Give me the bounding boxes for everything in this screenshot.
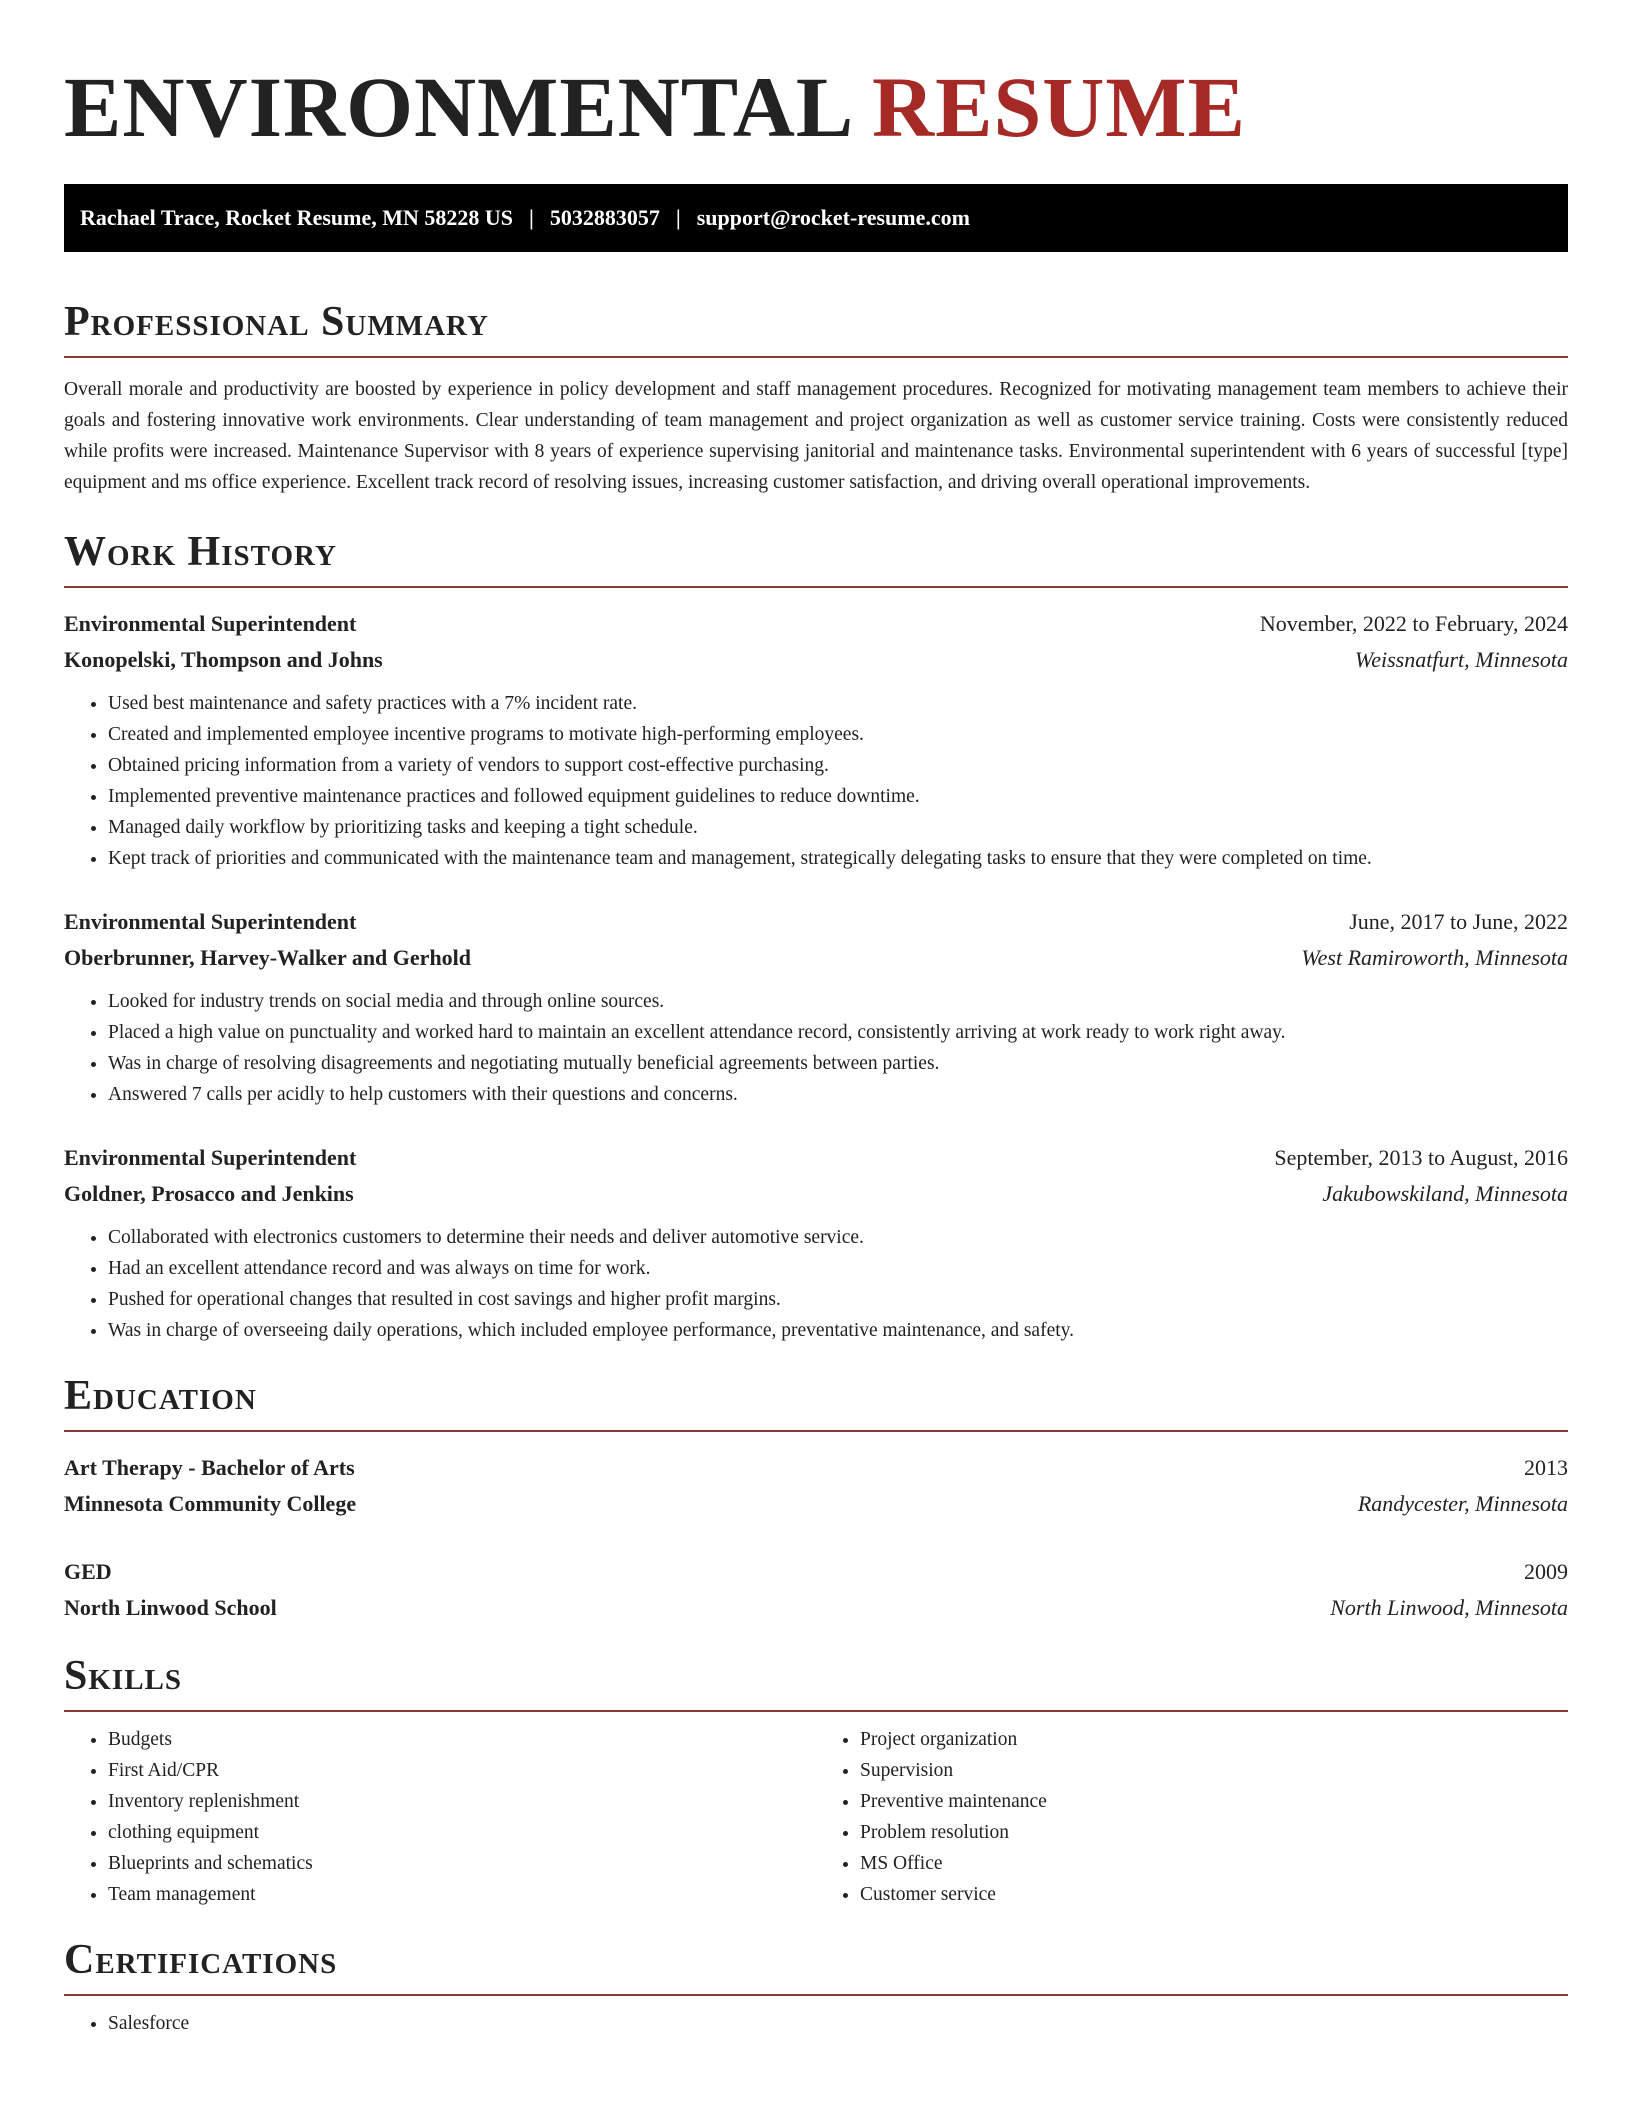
education-year: 2009 — [1524, 1559, 1568, 1584]
job-bullet: • Obtained pricing information from a variety of vendors to support cost-effective purchasing. — [108, 750, 1568, 781]
skill-item: • MS Office — [860, 1848, 1568, 1879]
job-location: Jakubowskiland, Minnesota — [1322, 1181, 1568, 1206]
skill-item: • Preventive maintenance — [860, 1786, 1568, 1817]
job-bullet: • Implemented preventive maintenance practices and followed equipment guidelines to reduce downtime. — [108, 781, 1568, 812]
skill-item: • Team management — [108, 1879, 816, 1910]
education-location: Randycester, Minnesota — [1357, 1491, 1568, 1516]
job-entry — [64, 606, 1568, 874]
job-bullet: • Had an excellent attendance record and was always on time for work. — [108, 1253, 1568, 1284]
contact-separator: | — [675, 205, 681, 230]
education-year: 2013 — [1524, 1455, 1568, 1480]
skill-item: • Project organization — [860, 1724, 1568, 1755]
skills-grid — [64, 1724, 1568, 1910]
job-location: Weissnatfurt, Minnesota — [1354, 647, 1568, 672]
certifications-list — [64, 2008, 1568, 2039]
job-bullet: • Was in charge of resolving disagreements and negotiating mutually beneficial agreements between parties. — [108, 1048, 1568, 1079]
job-bullets — [64, 986, 1568, 1110]
job-location: West Ramiroworth, Minnesota — [1301, 945, 1568, 970]
job-bullet: • Kept track of priorities and communicated with the maintenance team and management, strategically delegating tasks to ensure that they were completed on time. — [108, 843, 1568, 874]
skills-heading: Skills — [64, 1652, 1568, 1712]
job-dates: September, 2013 to August, 2016 — [1274, 1145, 1568, 1170]
skills-column-left — [64, 1724, 816, 1910]
education-entry — [64, 1554, 1568, 1626]
job-title: Environmental Superintendent — [64, 909, 357, 934]
skill-item: • Budgets — [108, 1724, 816, 1755]
contact-phone: 5032883057 — [549, 205, 660, 230]
skill-item: • Customer service — [860, 1879, 1568, 1910]
job-dates: November, 2022 to February, 2024 — [1259, 611, 1568, 636]
job-bullet: • Collaborated with electronics customers to determine their needs and deliver automotive service. — [108, 1222, 1568, 1253]
contact-address: Rachael Trace, Rocket Resume, MN 58228 US — [80, 205, 513, 230]
education-heading: Education — [64, 1372, 1568, 1432]
education-school: North Linwood School — [64, 1595, 277, 1620]
education-degree: Art Therapy - Bachelor of Arts — [64, 1455, 355, 1480]
job-bullet: • Was in charge of overseeing daily operations, which included employee performance, preventative maintenance, and safety. — [108, 1315, 1568, 1346]
job-company: Konopelski, Thompson and Johns — [64, 647, 383, 672]
contact-bar — [64, 184, 1568, 252]
education-school: Minnesota Community College — [64, 1491, 357, 1516]
education-entry — [64, 1450, 1568, 1522]
work-history-heading: Work History — [64, 528, 1568, 588]
certifications-heading: Certifications — [64, 1936, 1568, 1996]
job-bullet: • Managed daily workflow by prioritizing tasks and keeping a tight schedule. — [108, 812, 1568, 843]
job-bullets — [64, 1222, 1568, 1346]
education-location: North Linwood, Minnesota — [1330, 1595, 1568, 1620]
job-entry — [64, 904, 1568, 1110]
title-part2: RESUME — [872, 59, 1246, 155]
job-bullet: • Looked for industry trends on social media and through online sources. — [108, 986, 1568, 1017]
job-bullet: • Used best maintenance and safety practices with a 7% incident rate. — [108, 688, 1568, 719]
summary-text: Overall morale and productivity are boosted by experience in policy development and staff management procedures. Recognized for motivating management team members to achieve their goals and fostering innovative work environments. Clear understanding of team management and project organization as well as customer service training. Costs were consistently reduced while profits were increased. Maintenance Supervisor with 8 years of experience supervising janitorial and maintenance tasks. Environmental superintendent with 6 years of successful [type] equipment and ms office experience. Excellent track record of resolving issues, increasing customer satisfaction, and driving overall operational improvements. — [64, 379, 1568, 493]
job-bullet: • Pushed for operational changes that resulted in cost savings and higher profit margins. — [108, 1284, 1568, 1315]
job-company: Goldner, Prosacco and Jenkins — [64, 1181, 354, 1206]
job-title: Environmental Superintendent — [64, 611, 357, 636]
job-bullet: • Answered 7 calls per acidly to help customers with their questions and concerns. — [108, 1079, 1568, 1110]
contact-email: support@rocket-resume.com — [696, 205, 970, 230]
skill-item: • First Aid/CPR — [108, 1755, 816, 1786]
title-part1: ENVIRONMENTAL — [64, 59, 850, 155]
job-bullet: • Created and implemented employee incentive programs to motivate high-performing employees. — [108, 719, 1568, 750]
skill-item: • Blueprints and schematics — [108, 1848, 816, 1879]
job-entry — [64, 1140, 1568, 1346]
skill-item: • Inventory replenishment — [108, 1786, 816, 1817]
job-title: Environmental Superintendent — [64, 1145, 357, 1170]
job-dates: June, 2017 to June, 2022 — [1349, 909, 1568, 934]
job-bullets — [64, 688, 1568, 874]
skill-item: • Problem resolution — [860, 1817, 1568, 1848]
job-company: Oberbrunner, Harvey-Walker and Gerhold — [64, 945, 472, 970]
skill-item: • clothing equipment — [108, 1817, 816, 1848]
summary-heading: Professional Summary — [64, 298, 1568, 358]
certification-item: • Salesforce — [108, 2008, 1568, 2039]
resume-title — [64, 59, 1568, 155]
contact-separator: | — [529, 205, 534, 230]
skill-item: • Supervision — [860, 1755, 1568, 1786]
education-degree: GED — [64, 1559, 112, 1584]
job-bullet: • Placed a high value on punctuality and worked hard to maintain an excellent attendance record, consistently arriving at work ready to work right away. — [108, 1017, 1568, 1048]
skills-column-right — [816, 1724, 1568, 1910]
